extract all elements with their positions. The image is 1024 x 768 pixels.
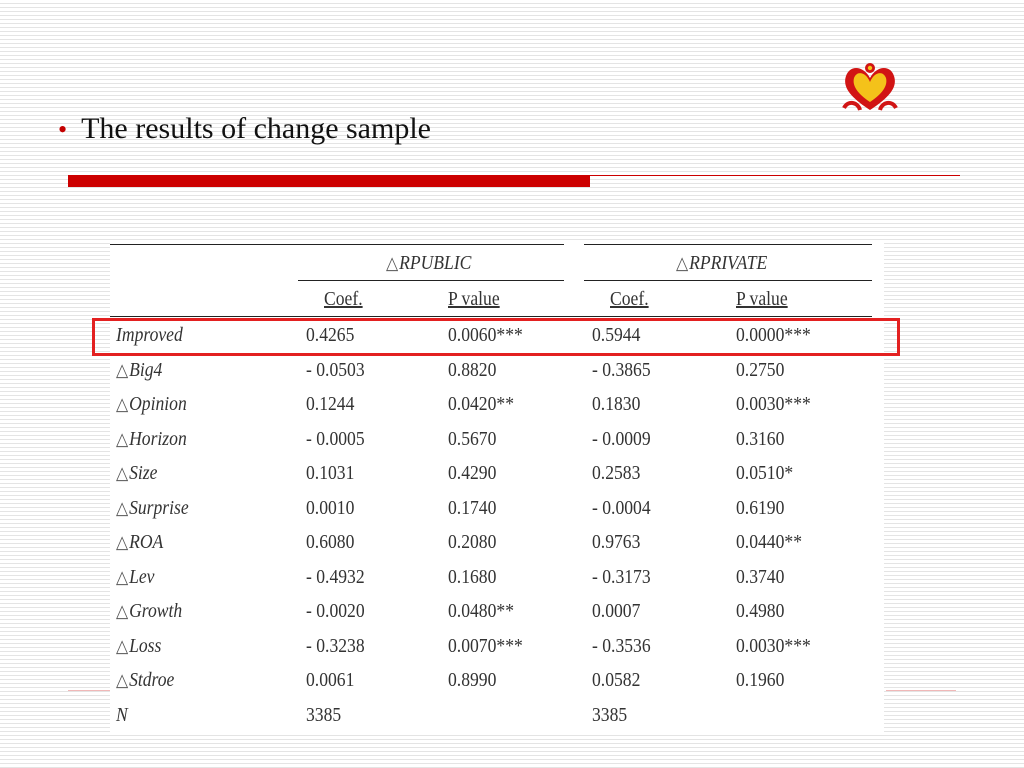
variable-name: Growth <box>129 600 183 622</box>
group-header-public <box>386 252 471 275</box>
cell-coef-public: 0.1031 <box>306 462 355 484</box>
variable-name: Stdroe <box>129 669 175 691</box>
cell-pvalue-public: 0.5670 <box>448 427 497 450</box>
row-variable: N <box>116 703 128 726</box>
cell-pvalue-private: 0.0510* <box>736 462 794 484</box>
cell-pvalue-private: 0.6190 <box>736 496 785 519</box>
variable-name: Lev <box>129 565 155 588</box>
table-top-rule-left <box>110 244 564 245</box>
cell-pvalue-public: 0.0070*** <box>448 634 523 657</box>
bullet-dot-icon: • <box>58 115 68 144</box>
delta-icon: △ <box>116 428 129 450</box>
cell-coef-private: 0.2583 <box>592 462 641 484</box>
cell-coef-public: - 0.0020 <box>306 600 365 622</box>
cell-pvalue-public: 0.2080 <box>448 531 497 553</box>
cell-pvalue-private: 0.4980 <box>736 600 785 622</box>
row-variable <box>116 491 189 526</box>
row-variable: Improved <box>116 324 183 346</box>
cell-coef-public: 0.1244 <box>306 393 355 415</box>
table-row <box>110 456 884 490</box>
delta-icon: △ <box>386 253 399 274</box>
cell-pvalue-private: 0.0030*** <box>736 634 811 657</box>
table-row <box>110 525 884 559</box>
title-underline-bar <box>68 175 590 187</box>
variable-name: ROA <box>129 531 164 553</box>
cell-pvalue-public: 0.4290 <box>448 462 497 484</box>
cell-pvalue-private: 0.2750 <box>736 358 785 381</box>
slide-bullet <box>58 112 431 146</box>
variable-name: Loss <box>129 634 162 657</box>
cell-pvalue-public: 0.1680 <box>448 565 497 588</box>
row-variable <box>116 422 187 457</box>
col-header-coef-public: Coef. <box>324 288 363 310</box>
delta-icon: △ <box>116 532 129 553</box>
row-variable <box>116 387 187 422</box>
title-underline-thin <box>590 175 960 176</box>
cell-pvalue-public: 0.0060*** <box>448 324 523 346</box>
cell-coef-private: - 0.3536 <box>592 634 651 657</box>
cell-pvalue-public: 0.8820 <box>448 358 497 381</box>
table-row <box>110 387 884 421</box>
header-bottom-rule <box>110 316 872 317</box>
delta-icon: △ <box>116 566 129 588</box>
delta-icon: △ <box>116 601 129 622</box>
results-table <box>110 242 884 734</box>
variable-name: Horizon <box>129 427 187 450</box>
cell-coef-public: 0.0061 <box>306 669 355 691</box>
table-row <box>110 353 884 387</box>
group-label-public: RPUBLIC <box>399 252 472 274</box>
row-variable <box>116 560 154 595</box>
table-top-rule-right <box>584 244 872 245</box>
row-variable <box>116 629 161 664</box>
delta-icon: △ <box>116 670 129 691</box>
cell-coef-public: 0.4265 <box>306 324 355 346</box>
row-variable <box>116 663 174 698</box>
table-row <box>110 663 884 697</box>
group-rule-private <box>584 280 872 281</box>
cell-coef-private: 0.9763 <box>592 531 641 553</box>
table-row <box>110 491 884 525</box>
cell-pvalue-public: 0.1740 <box>448 496 497 519</box>
cell-pvalue-private: 0.1960 <box>736 669 785 691</box>
variable-name: Opinion <box>129 393 187 415</box>
table-row <box>110 422 884 456</box>
row-variable <box>116 456 157 491</box>
group-rule-public <box>298 280 564 281</box>
cell-pvalue-private: 0.0440** <box>736 531 802 553</box>
delta-icon: △ <box>676 253 689 274</box>
col-header-pvalue-private: P value <box>736 288 788 310</box>
cell-pvalue-public: 0.8990 <box>448 669 497 691</box>
cell-coef-private: 0.5944 <box>592 324 641 346</box>
group-label-private: RPRIVATE <box>689 252 768 274</box>
cell-coef-public: 0.0010 <box>306 496 355 519</box>
delta-icon: △ <box>116 463 129 484</box>
cell-coef-private: 3385 <box>592 703 628 726</box>
delta-icon: △ <box>116 635 129 657</box>
cell-pvalue-private: 0.0000*** <box>736 324 811 346</box>
highlight-box-improved <box>92 318 900 356</box>
table-row <box>110 560 884 594</box>
cell-coef-private: - 0.0009 <box>592 427 651 450</box>
cell-pvalue-private: 0.3160 <box>736 427 785 450</box>
cell-pvalue-public: 0.0480** <box>448 600 514 622</box>
variable-name: Size <box>129 462 158 484</box>
variable-name: Big4 <box>129 358 163 381</box>
cell-coef-public: 0.6080 <box>306 531 355 553</box>
footer-line-left <box>68 690 110 691</box>
bullet-text: The results of change sample <box>81 112 431 145</box>
table-row <box>110 594 884 628</box>
row-variable <box>116 594 182 629</box>
col-header-coef-private: Coef. <box>610 288 649 310</box>
cell-coef-private: - 0.3865 <box>592 358 651 381</box>
footer-line-right <box>886 690 956 691</box>
cell-coef-private: 0.0007 <box>592 600 641 622</box>
table-row <box>110 698 884 732</box>
cell-coef-private: - 0.3173 <box>592 565 651 588</box>
cell-pvalue-public: 0.0420** <box>448 393 514 415</box>
cell-coef-private: - 0.0004 <box>592 496 651 519</box>
delta-icon: △ <box>116 359 129 381</box>
cell-pvalue-private: 0.3740 <box>736 565 785 588</box>
col-header-pvalue-public: P value <box>448 288 500 310</box>
cell-pvalue-private: 0.0030*** <box>736 393 811 415</box>
delta-icon: △ <box>116 394 129 415</box>
cell-coef-public: - 0.4932 <box>306 565 365 588</box>
cell-coef-private: 0.0582 <box>592 669 641 691</box>
group-header-private <box>676 252 767 275</box>
row-variable <box>116 525 163 560</box>
cell-coef-public: - 0.0005 <box>306 427 365 450</box>
cell-coef-public: 3385 <box>306 703 342 726</box>
ornament-logo-icon <box>838 58 902 116</box>
cell-coef-public: - 0.3238 <box>306 634 365 657</box>
delta-icon: △ <box>116 497 129 519</box>
row-variable <box>116 353 162 388</box>
variable-name: Surprise <box>129 496 189 519</box>
cell-coef-private: 0.1830 <box>592 393 641 415</box>
table-row <box>110 629 884 663</box>
cell-coef-public: - 0.0503 <box>306 358 365 381</box>
